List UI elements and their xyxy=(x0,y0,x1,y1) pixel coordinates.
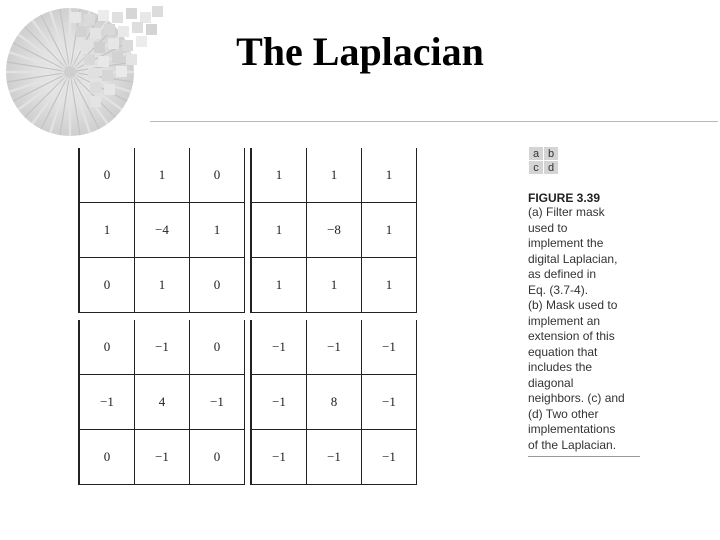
figure-label: FIGURE 3.39 xyxy=(528,191,601,205)
panel-key-letter: c xyxy=(529,161,544,175)
panel-key xyxy=(528,146,559,175)
mask-cell: 4 xyxy=(135,375,190,430)
mask-a xyxy=(78,148,245,313)
mask-cell: 1 xyxy=(362,148,417,203)
mask-row xyxy=(79,148,245,203)
mask-cell: 0 xyxy=(190,320,245,375)
mask-cell: 1 xyxy=(251,258,307,313)
mask-cell: −1 xyxy=(251,375,307,430)
mask-cell: −1 xyxy=(307,320,362,375)
panel-key-letter: b xyxy=(544,147,559,161)
mask-cell: 1 xyxy=(135,148,190,203)
flower-logo-icon xyxy=(0,0,180,150)
mask-row xyxy=(79,320,245,375)
mask-cell: 0 xyxy=(190,430,245,485)
mask-cell: −4 xyxy=(135,203,190,258)
mask-row xyxy=(251,203,417,258)
mask-cell: 1 xyxy=(190,203,245,258)
mask-cell: 1 xyxy=(362,203,417,258)
mask-cell: 1 xyxy=(251,203,307,258)
mask-cell: −1 xyxy=(307,430,362,485)
mask-cell: −1 xyxy=(251,430,307,485)
page-title: The Laplacian xyxy=(236,29,484,74)
mask-row xyxy=(79,375,245,430)
panel-key-row xyxy=(529,147,559,161)
mask-row xyxy=(79,430,245,485)
mask-row xyxy=(79,258,245,313)
mask-row xyxy=(79,203,245,258)
mask-cell: 1 xyxy=(79,203,135,258)
panel-key-letter: d xyxy=(544,161,559,175)
mask-cell: 0 xyxy=(79,148,135,203)
mask-cell: 1 xyxy=(307,148,362,203)
mask-row xyxy=(251,258,417,313)
panel-key-row xyxy=(529,161,559,175)
mask-cell: 1 xyxy=(307,258,362,313)
mask-cell: −1 xyxy=(362,375,417,430)
mask-cell: −1 xyxy=(190,375,245,430)
panel-key-letter: a xyxy=(529,147,544,161)
mask-c xyxy=(78,320,245,485)
mask-d xyxy=(250,320,417,485)
mask-cell: 8 xyxy=(307,375,362,430)
mask-cell: 1 xyxy=(135,258,190,313)
figure-caption-text: (a) Filter mask used to implement the digital Laplacian, as defined in Eq. (3.7-4). (b) Mask used to implement an extension of this equation that includes the diagonal neighbors. (c) and (d) Two other implementations of the Laplacian. xyxy=(528,205,640,457)
mask-row xyxy=(251,375,417,430)
mask-b xyxy=(250,148,417,313)
mask-cell: −1 xyxy=(251,320,307,375)
mask-cell: −1 xyxy=(79,375,135,430)
mask-cell: 1 xyxy=(362,258,417,313)
mask-cell: −1 xyxy=(135,430,190,485)
mask-cell: 0 xyxy=(79,430,135,485)
mask-cell: 0 xyxy=(79,258,135,313)
figure-caption xyxy=(528,146,644,457)
mask-cell: −1 xyxy=(362,320,417,375)
mask-row xyxy=(251,320,417,375)
mask-cell: 0 xyxy=(190,148,245,203)
mask-cell: 1 xyxy=(251,148,307,203)
mask-cell: 0 xyxy=(190,258,245,313)
mask-cell: −1 xyxy=(362,430,417,485)
mask-row xyxy=(251,430,417,485)
title-rule xyxy=(150,121,718,122)
mask-row xyxy=(251,148,417,203)
mask-cell: 0 xyxy=(79,320,135,375)
mask-cell: −8 xyxy=(307,203,362,258)
mask-cell: −1 xyxy=(135,320,190,375)
